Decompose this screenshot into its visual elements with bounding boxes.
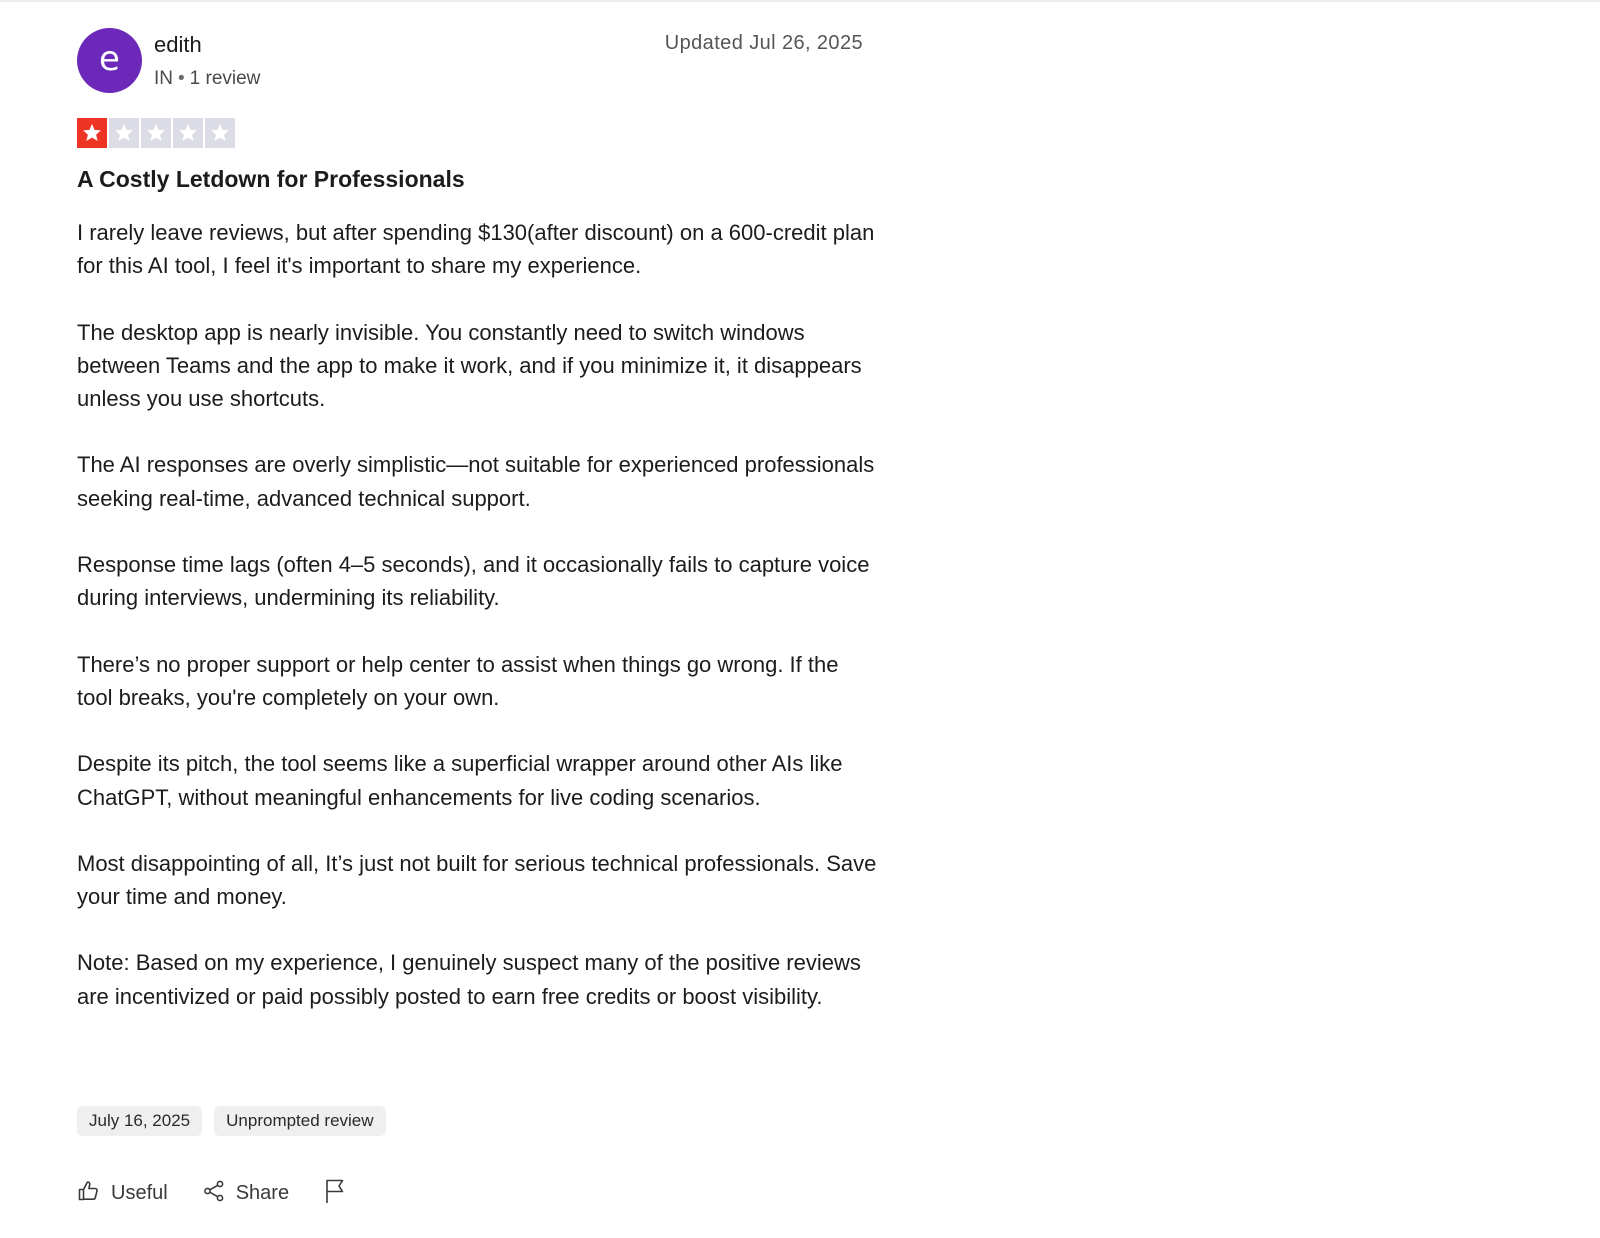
reviewer-meta — [154, 68, 260, 90]
review-type-badge[interactable]: Unprompted review — [214, 1106, 385, 1136]
review-body — [77, 216, 877, 1046]
report-button[interactable] — [323, 1178, 347, 1209]
star-empty-icon — [205, 118, 235, 148]
star-empty-icon — [109, 118, 139, 148]
share-button[interactable] — [202, 1179, 289, 1209]
review-paragraph: I rarely leave reviews, but after spending $130(after discount) on a 600-credit plan for this AI tool, I feel it's important to share my experience. — [77, 220, 875, 279]
reviewer-country: IN — [154, 68, 173, 89]
star-filled-icon — [77, 118, 107, 148]
reviewer-review-count: 1 review — [189, 68, 261, 89]
review-paragraph: Most disappointing of all, It’s just not built for serious technical professionals. Save your time and money. — [77, 850, 877, 910]
thumbs-up-icon — [77, 1179, 101, 1209]
updated-date — [665, 32, 863, 55]
share-label: Share — [235, 1182, 290, 1204]
share-icon — [202, 1179, 226, 1209]
review-header — [77, 28, 863, 94]
review-paragraph: Despite its pitch, the tool seems like a superficial wrapper around other AIs like ChatGPT, without meaningful enhancements for live coding scenarios. — [77, 751, 843, 810]
review-paragraph: There’s no proper support or help center to assist when things go wrong. If the tool breaks, you're completely on your own. — [77, 651, 839, 710]
flag-icon — [323, 1178, 347, 1209]
meta-separator: • — [178, 68, 185, 89]
useful-button[interactable] — [77, 1179, 168, 1209]
star-rating — [77, 118, 235, 148]
top-divider — [0, 0, 1600, 2]
star-empty-icon — [141, 118, 171, 148]
avatar[interactable]: e — [77, 28, 142, 93]
review-paragraph: The AI responses are overly simplistic—not suitable for experienced professionals seeking real-time, advanced technical support. — [77, 452, 875, 511]
updated-value: Jul 26, 2025 — [749, 32, 863, 54]
experience-date-badge: July 16, 2025 — [77, 1106, 202, 1136]
review-actions — [77, 1178, 347, 1209]
review-title[interactable]: A Costly Letdown for Professionals — [77, 166, 465, 192]
review-paragraph: The desktop app is nearly invisible. You constantly need to switch windows between Teams and the app to make it work, and if you minimize it, it disappears unless you use shortcuts. — [77, 319, 862, 412]
review-card — [77, 28, 877, 1204]
updated-label: Updated — [664, 32, 744, 54]
review-paragraph: Response time lags (often 4–5 seconds), and it occasionally fails to capture voice during interviews, undermining its reliability. — [77, 552, 870, 611]
review-paragraph: Note: Based on my experience, I genuinely suspect many of the positive reviews are incentivized or paid possibly posted to earn free credits or boost visibility. — [77, 950, 861, 1009]
useful-label: Useful — [111, 1182, 168, 1204]
star-empty-icon — [173, 118, 203, 148]
reviewer-name[interactable]: edith — [154, 32, 202, 57]
review-tags — [77, 1106, 386, 1136]
